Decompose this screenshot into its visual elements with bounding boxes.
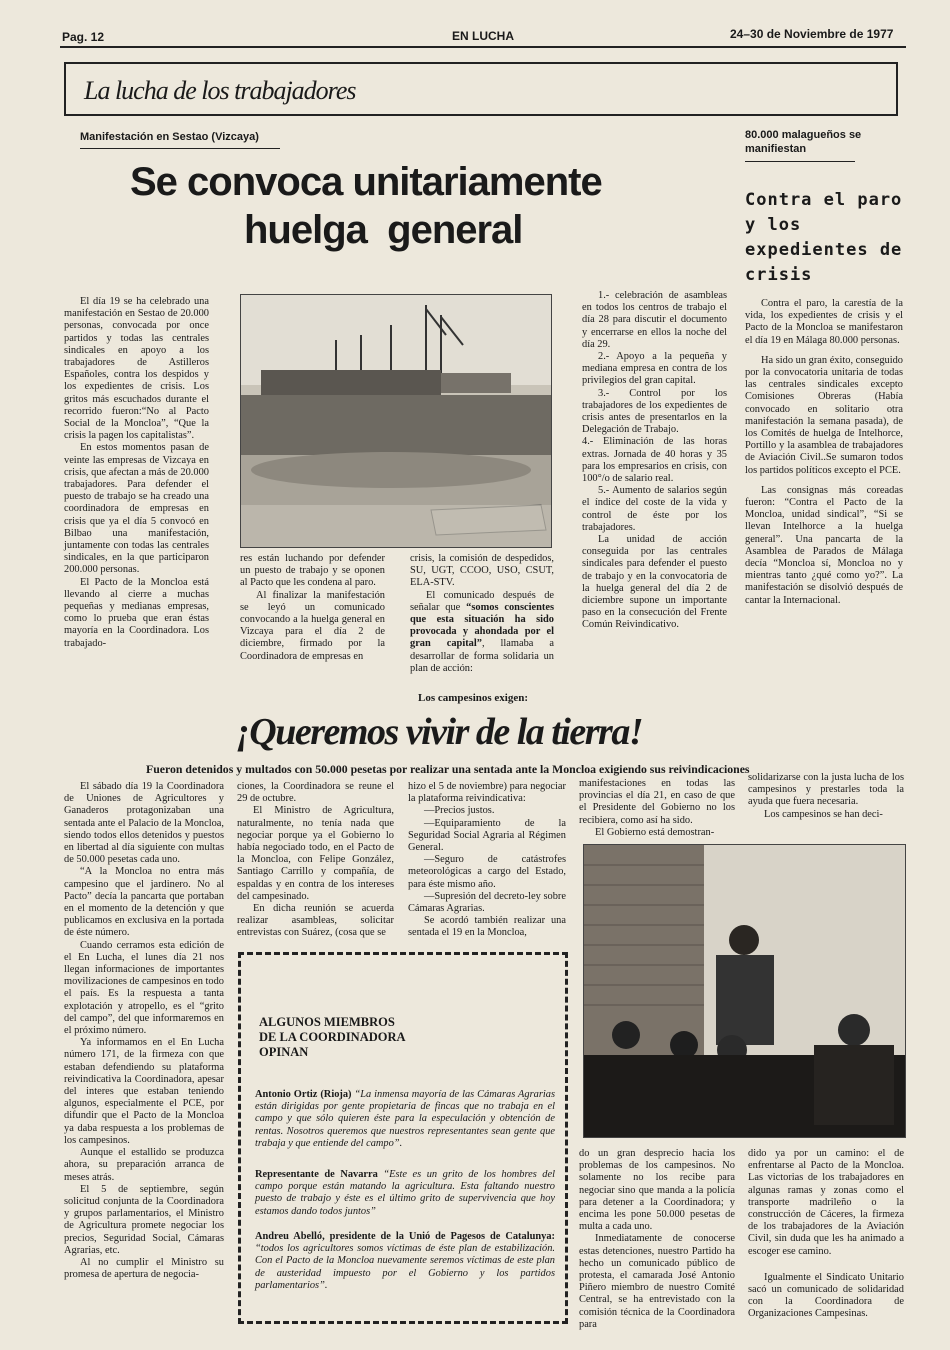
opinion-box-title-line2: DE LA COORDINADORA — [259, 1030, 406, 1044]
article1-column-2 — [240, 553, 385, 663]
peasants-illustration — [584, 845, 906, 1138]
opinion-box-title-line3: OPINAN — [259, 1045, 309, 1059]
paragraph: Al no cumplir el Ministro su promesa de apertura de negocia- — [64, 1256, 224, 1281]
article1-column-1 — [64, 296, 209, 650]
paragraph: solidarizarse con la justa lucha de los campesinos y prestarles toda la ayuda que fuera necesaria. — [748, 772, 904, 808]
paragraph — [255, 1169, 555, 1218]
paragraph: 2.- Apoyo a la pequeña y mediana empresa en contra de los privilegios del gran capital. — [582, 351, 727, 387]
peasants-photo — [583, 844, 906, 1138]
article3-subhead: Fueron detenidos y multados con 50.000 pesetas por realizar una sentada ante la Moncloa exigiendo sus reivindicaciones — [146, 762, 750, 776]
quote-text: “todos los agricultores somos víctimas de éste plan de estabilización. Con el Pacto de la Moncloa nuevamente seremos víctimas de este plan de austeridad impuesto por el Gobierno y los partidos parlamentarios”. — [255, 1243, 555, 1291]
article2-kicker-rule — [745, 161, 855, 162]
paragraph: 3.- Control por los trabajadores de los expedientes de crisis antes de presentarlos en la Delegación de Trabajo. — [582, 387, 727, 436]
paragraph: dido ya por un camino: el de enfrentarse al Pacto de la Moncloa. Las victorias de los trabajadores en algunas ramas y zonas como el transporte madrileño o la construcción de Cáceres, la firmeza de los trabajadores de la Aviación Civil, sin duda que les ha animado a escoger ese camino. — [748, 1148, 904, 1257]
text-run: , llamaba a desarrollar de forma solidaria un plan de acción: — [410, 638, 554, 674]
quote-bold: “somos conscientes que esta situación ha sido provocada y ahondada por el gran capital” — [410, 601, 555, 650]
issue-date: 24–30 de Noviembre de 1977 — [730, 27, 894, 41]
paragraph: Contra el paro, la carestía de la vida, los expedientes de crisis y el Pacto de la Moncloa se manifestaron el día 19 en Málaga 80.000 personas. — [745, 298, 903, 346]
paragraph: —Precios justos. — [424, 805, 495, 817]
page-number: Pag. 12 — [62, 30, 105, 44]
article1-kicker: Manifestación en Sestao (Vizcaya) — [80, 131, 259, 143]
masthead-rule — [60, 46, 906, 48]
opinion-box-title-line1: ALGUNOS MIEMBROS — [259, 1015, 395, 1029]
paragraph: Cuando cerramos esta edición de el En Lucha, el lunes día 21 nos llegan informaciones de importantes movilizaciones de campesinos en todo el país. Es la respuesta a tanta explotación y atropello, es el “grito del campo”, del que informaremos en el próximo número. — [64, 939, 224, 1037]
speaker-name: Representante de Navarra — [255, 1169, 384, 1180]
paragraph: crisis, la comisión de despedidos, SU, UGT, CCOO, USO, CSUT, ELA-STV. — [410, 553, 554, 589]
article1-column-3 — [410, 553, 554, 675]
paragraph: El Gobierno está demostran- — [595, 826, 715, 838]
section-banner — [64, 62, 898, 116]
article3-column-3 — [408, 781, 566, 940]
quote-text: “La inmensa mayoría de las Cámaras Agrarias están dirigidas por gente propietaria de fincas que no trabaja en el campo y que sólo quieren éste para la especulación y obtención de rentas. Nosotros queremos que nuestros representantes sean gente que trabaja y que entiende del campo”. — [255, 1089, 555, 1149]
opinion-quote-3 — [255, 1231, 555, 1292]
paragraph: El 5 de septiembre, según solicitud conjunta de la Coordinadora y grupos parlamentarios, el Ministro de Agricultura promete negociar los precios, Seguridad Social, Cámaras Agrarias, etc. — [64, 1183, 224, 1256]
shipyard-photo — [240, 294, 552, 548]
article2-kicker: 80.000 malagueños se manifiestan — [745, 129, 862, 155]
article1-headline-line1: Se convoca unitariamente — [130, 160, 602, 204]
opinion-box — [238, 952, 568, 1324]
article1-kicker-rule — [80, 148, 280, 149]
article3-column-4-top — [579, 778, 735, 839]
paragraph — [255, 1089, 555, 1150]
paragraph: —Supresión del decreto-ley sobre Cámaras Agrarias. — [408, 890, 566, 915]
speaker-name: Andreu Abelló, presidente de la Unió de Pagesos de Catalunya: — [255, 1231, 555, 1242]
article3-column-1 — [64, 781, 224, 1281]
article3-column-5-top — [748, 772, 904, 821]
article3-column-4-bottom — [579, 1148, 735, 1331]
section-title: La lucha de los trabajadores — [84, 76, 356, 105]
paragraph: Ya informamos en el En Lucha número 171, de la firmeza con que estaban defendiendo su plataforma reivindicativa la Coordinadora, apesar del interes que estaban teniendo algunos, especialmente el PCE, por difundir que el Pacto de la Moncloa ya daba respuesta a los problemas de los campesinos. — [64, 1037, 224, 1146]
paragraph: 1.- celebración de asambleas en todos los centros de trabajo el día 28 para discutir el documento y encerrarse en ellos la noche del día 29. — [582, 290, 727, 350]
quote-text: “Este es un grito de los hombres del campo porque están matando la agricultura. Esta faltando nuestro puesto de trabajo y éste es el último grito de supervivencia que hoy estamos dando todos juntos” — [255, 1169, 555, 1217]
article2-column — [745, 298, 903, 607]
paragraph: Aunque el estallido se produzca ahora, su preparación arranca de meses atrás. — [64, 1147, 224, 1183]
paragraph: 5.- Aumento de salarios según el índice del coste de la vida y control de éste por los trabajadores. — [582, 485, 727, 533]
article3-headline: ¡Queremos vivir de la tierra! — [236, 711, 643, 753]
paragraph: Igualmente el Sindicato Unitario sacó un comunicado de solidaridad con la Coordinadora de Organizaciones Campesinas. — [748, 1271, 904, 1320]
paragraph: El sábado día 19 la Coordinadora de Uniones de Agricultores y Ganaderos protagonizaban una sentada ante el Palacio de la Moncloa, siendo todos ellos detenidos y puestos en libertad al día siguiente con multas de 50.000 pesetas cada uno. — [64, 781, 224, 866]
article3-column-5-bottom — [748, 1148, 904, 1321]
paragraph: Los campesinos se han deci- — [764, 808, 883, 820]
paragraph: —Seguro de catástrofes meteorológicas a cargo del Estado, para éste mismo año. — [408, 854, 566, 890]
paragraph: En estos momentos pasan de veinte las empresas de Vizcaya en crisis, que afectan a más de 20.000 trabajadores. Para defender el puesto de trabajo se ha creado una coordinadora de empresas en crisis que ya el día 5 convocó en Bilbao una manifestación, juntamente con todas las centrales sindicales, en la que participaron 200.000 personas. — [64, 442, 209, 576]
paragraph: —Equiparamiento de la Seguridad Social Agraria al Régimen General. — [408, 817, 566, 854]
paper-name: EN LUCHA — [452, 29, 514, 43]
paragraph: 4.- Eliminación de las horas extras. Jornada de 40 horas y 35 para los empresarios en crisis, con 100°/o de salario real. — [582, 436, 727, 485]
paragraph: manifestaciones en todas las provincias el día 21, en caso de que el Presidente del Gobierno no los recibiera, como así ha sido. — [579, 778, 735, 826]
paragraph: La unidad de acción conseguida por las centrales sindicales para defender el puesto de trabajo y en la convocatoria de la huelga general del día 2 de diciembre supone un importante paso en la consecución del Frente Común Reivindicativo. — [582, 534, 727, 631]
opinion-quote-2 — [255, 1169, 555, 1218]
paragraph: En dicha reunión se acuerda realizar asambleas, solicitar entrevistas con Suárez, (cosa que se — [237, 903, 394, 939]
paragraph: res están luchando por defender un puesto de trabajo y se oponen al Pacto que les condena al paro. — [240, 553, 385, 589]
paragraph: Al finalizar la manifestación se leyó un comunicado convocando a la huelga general en Vizcaya para el día 2 de diciembre, firmado por la Coordinadora de empresas en — [240, 589, 385, 662]
paragraph: do un gran desprecio hacia los problemas de los campesinos. No solamente no los recibe para negociar sino que manda a la policía para detener a la Coordinadora; y encima les pone 50.000 pesetas de multa a cada uno. — [579, 1148, 735, 1233]
article1-column-4 — [582, 290, 727, 632]
article3-kicker: Los campesinos exigen: — [418, 692, 528, 704]
paragraph: El Ministro de Agricultura, naturalmente, no tenía nada que negociar porque ya el Gobierno lo había negociado todo, en el Pacto de la Moncloa, con Felipe González, Santiago Carrillo y compañía, de espaldas y en contra de los intereses del campesinado. — [237, 805, 394, 902]
paragraph: El día 19 se ha celebrado una manifestación en Sestao de 20.000 personas, convocada por once partidos y todas las centrales sindicales en apoyo a los trabajadores de Astilleros Españoles, contra los despidos y los expedientes de crisis. Los gritos más escuchados durante el recorrido fueron:“No al Pacto Social de la Moncloa”, “Que la crisis la pagen los capitalistas”. — [64, 296, 209, 442]
paragraph — [410, 590, 554, 675]
paragraph — [255, 1231, 555, 1292]
paragraph: ciones, la Coordinadora se reune el 29 de octubre. — [237, 781, 394, 805]
paragraph: Ha sido un gran éxito, conseguido por la convocatoria unitaria de todas las centrales sindicales excepto Comisiones Obreras (Había convocado en solitario otra manifestación la semana pasada), de los Comités de huelga de Intelhorce, Portillo y la asamblea de trabajadores de Aviación Civil..Se sumaron todos los partidos políticos excepto el PCE. — [745, 354, 903, 476]
paragraph: Las consignas más coreadas fueron: “Contra el Pacto de la Moncloa, unidad sindical”, “Si se llevan Intelhorce a la huelga general”. Una pancarta de la Asamblea de Parados de Málaga decía “Moncloa sí, Moncloa no y mientras tanto ¿qué como yo?”. La manifestación se disolvió después de cantar la Internacional. — [745, 484, 903, 606]
article1-headline-line2: huelga general — [244, 208, 523, 252]
shipyard-illustration — [241, 295, 552, 548]
article3-column-2 — [237, 781, 394, 940]
paragraph: Se acordó también realizar una sentada el 19 en la Moncloa, — [408, 915, 566, 939]
paragraph: “A la Moncloa no entra más campesino que el jardinero. No al Pacto” decía la pancarta que portaban en el momento de la detención y que publicamos en exclusiva en la portada de éste número. — [64, 866, 224, 939]
paragraph: El Pacto de la Moncloa está llevando al cierre a muchas pequeñas y medianas empresas, como lo prueba que eran éstas mayoría en la Coordinadora. Los trabajado- — [64, 576, 209, 649]
opinion-quote-1 — [255, 1089, 555, 1150]
text-run: El comunicado después de señalar que — [410, 589, 554, 613]
paragraph: Inmediatamente de conocerse estas detenciones, nuestro Partido ha hecho un comunicado público de protesta, el camarada José Antonio Piñero miembro de nuestro Comité Central, se ha entrevistado con la comisión técnica de la Coordinadora para — [579, 1233, 735, 1330]
paragraph: hizo el 5 de noviembre) para negociar la plataforma reivindicativa: — [408, 781, 566, 805]
article2-headline: Contra el paro y los expedientes de crisis — [745, 190, 903, 285]
speaker-name: Antonio Ortiz (Rioja) — [255, 1089, 355, 1100]
